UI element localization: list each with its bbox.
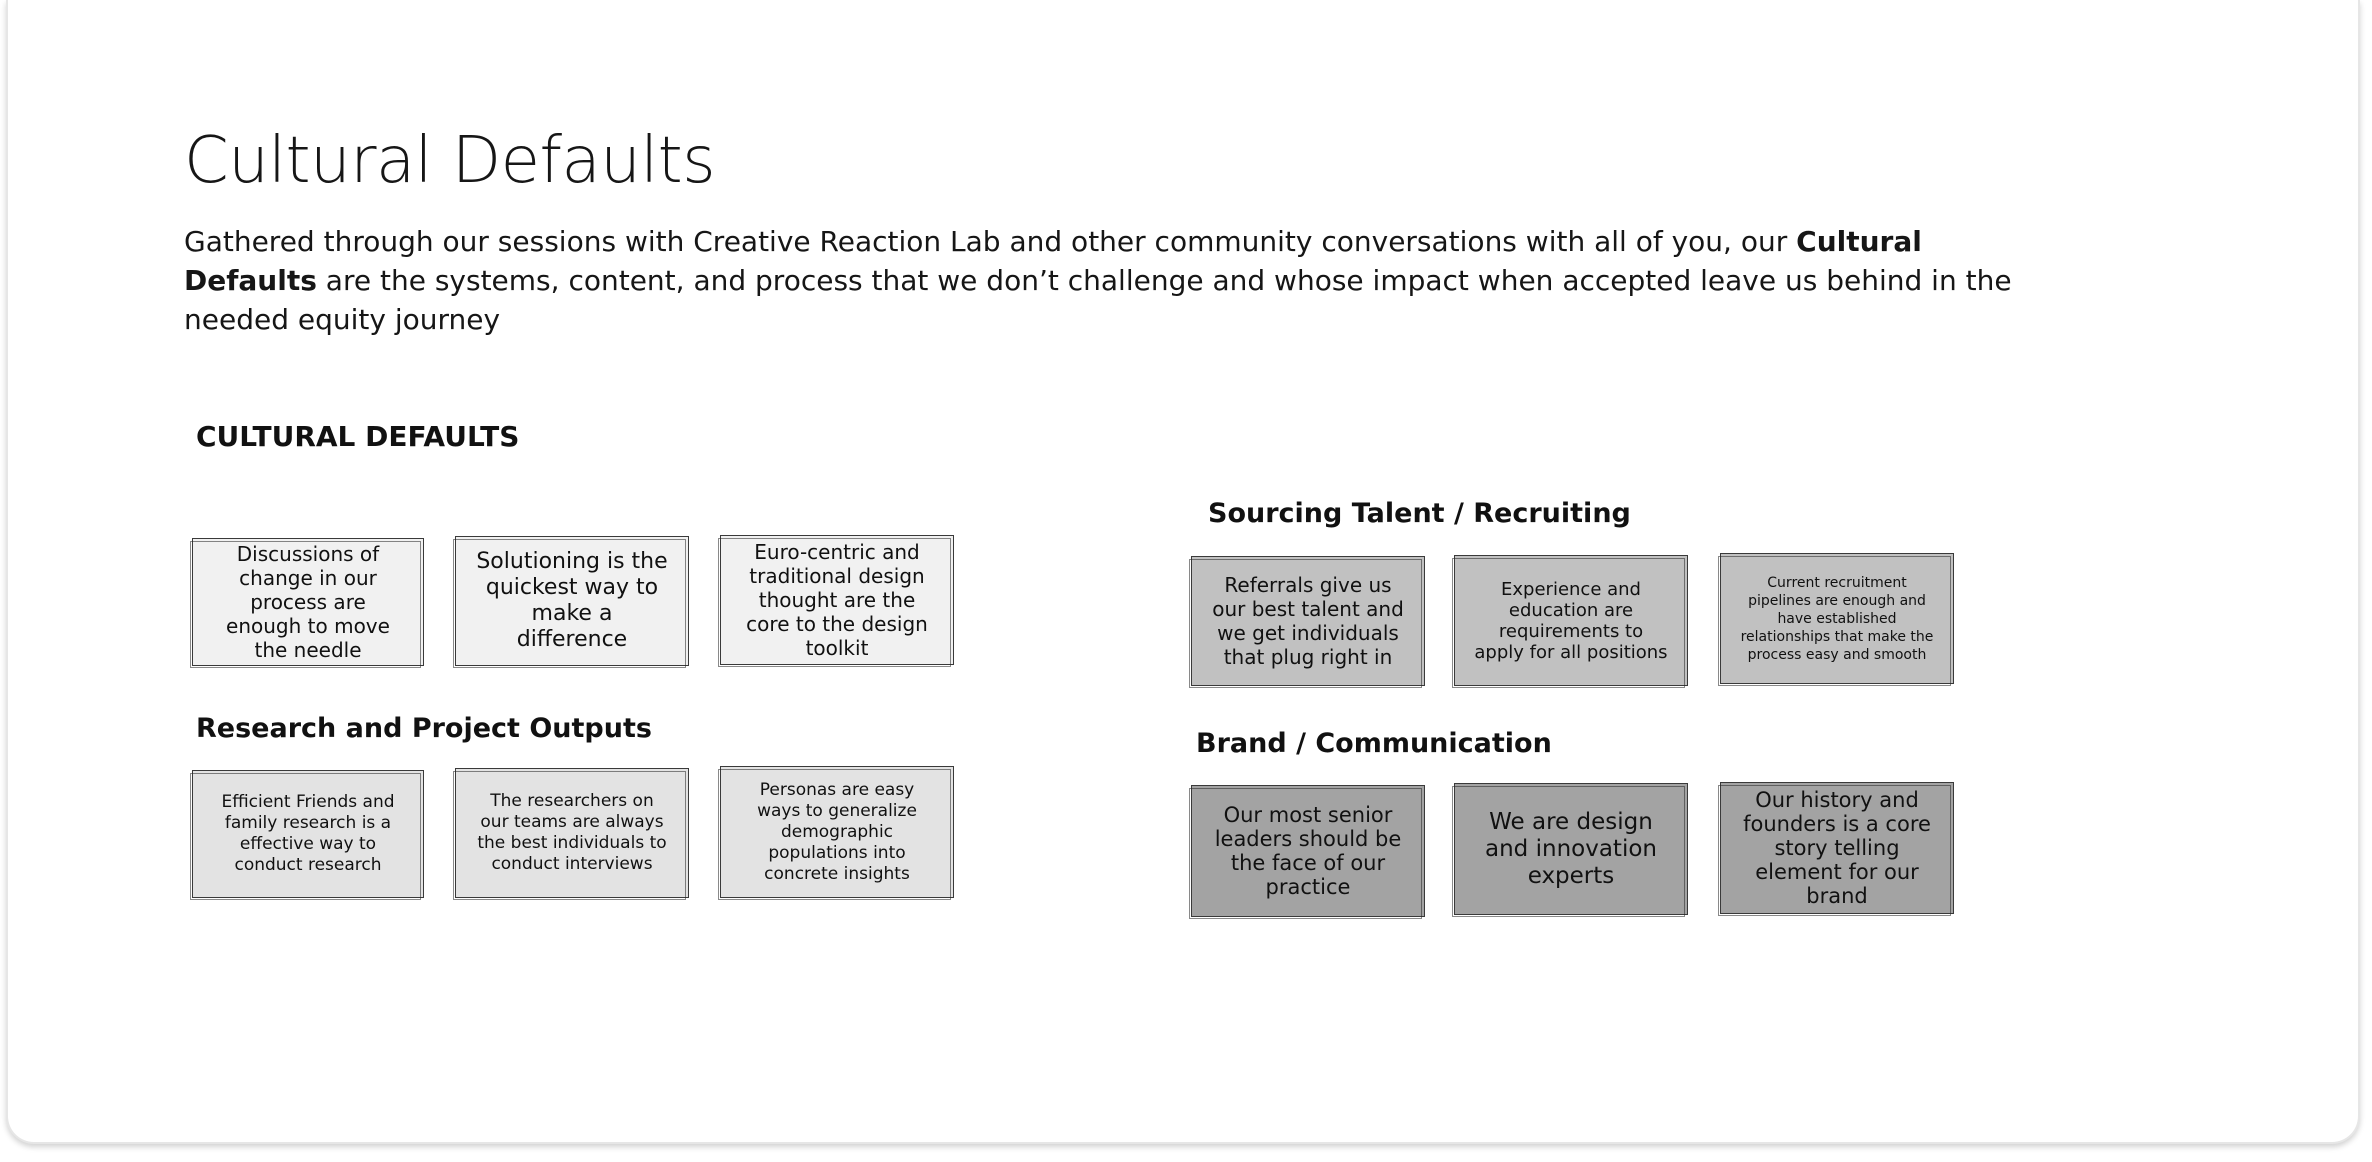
sticky-note[interactable] [720,766,954,898]
sticky-note-text: Current recruitment pipelines are enough and have established relationships that make the process easy and smooth [1740,574,1934,663]
sticky-note-text: Solutioning is the quickest way to make a difference [476,549,668,652]
sticky-note-text: Discussions of change in our process are enough to move the needle [226,542,390,662]
sticky-note-text: The researchers on our teams are always the best individuals to conduct interviews [477,791,667,874]
sticky-note[interactable] [455,768,689,898]
intro-paragraph [184,222,2014,339]
research-heading: Research and Project Outputs [196,713,652,744]
intro-text-end: are the systems, content, and process that we don’t challenge and whose impact when accepted leave us behind in the needed equity journey [184,264,2012,336]
sticky-note[interactable] [192,538,424,666]
sticky-note[interactable] [720,535,954,665]
sticky-note-text: Personas are easy ways to generalize demographic populations into concrete insights [757,779,917,884]
sticky-note-text: Experience and education are requirements to apply for all positions [1474,578,1668,663]
sticky-note[interactable] [1454,555,1688,686]
intro-emphasis: Cultural Defaults [184,225,1922,297]
intro-text-start: Gathered through our sessions with Creative Reaction Lab and other community conversations with all of you, our [184,225,1797,258]
sticky-note-text: Efficient Friends and family research is a effective way to conduct research [221,792,395,875]
sticky-note[interactable] [1191,556,1425,686]
sticky-note-text: Our most senior leaders should be the face of our practice [1214,803,1402,899]
sticky-note[interactable] [455,536,689,666]
page-title: Cultural Defaults [184,124,716,198]
sticky-note[interactable] [1720,782,1954,914]
board-main-heading: CULTURAL DEFAULTS [196,420,520,453]
slide-frame [6,0,2360,1144]
sticky-note[interactable] [1454,783,1688,915]
brand-heading: Brand / Communication [1196,728,1552,759]
sticky-note-text: We are design and innovation experts [1485,808,1657,889]
sticky-note-text: Our history and founders is a core story telling element for our brand [1743,788,1931,908]
sticky-note[interactable] [1720,553,1954,684]
sticky-note[interactable] [192,770,424,898]
sticky-note[interactable] [1191,785,1425,917]
sticky-note-text: Euro-centric and traditional design thought are the core to the design toolkit [746,540,928,660]
sticky-note-text: Referrals give us our best talent and we get individuals that plug right in [1212,573,1404,669]
sourcing-heading: Sourcing Talent / Recruiting [1208,498,1631,529]
